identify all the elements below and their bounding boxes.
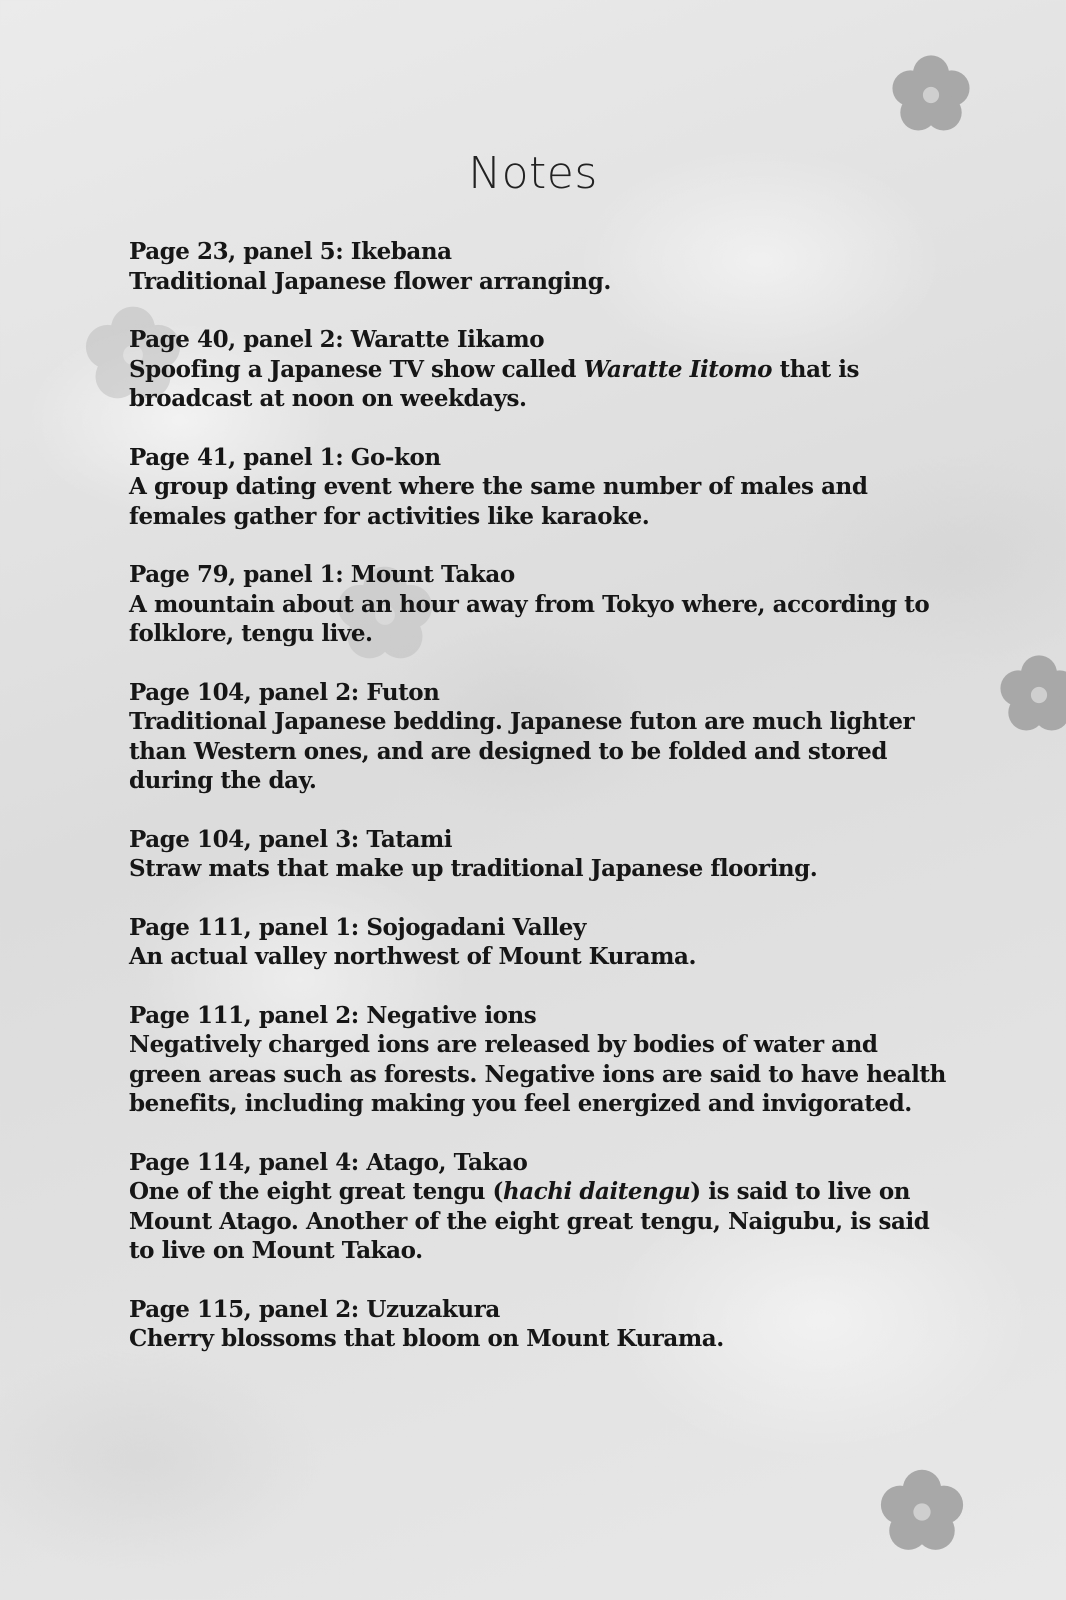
note-item xyxy=(129,560,949,649)
note-text: Traditional Japanese bedding. Japanese futon are much lighter than Western ones, and are designed to be folded and stored during the day. xyxy=(129,708,915,794)
petal-shape xyxy=(889,1511,927,1549)
note-body xyxy=(129,854,949,884)
note-heading: Page 104, panel 2: Futon xyxy=(129,678,440,706)
note-text: One of the eight great tengu ( xyxy=(129,1178,503,1205)
note-item xyxy=(129,1001,949,1119)
petal-shape xyxy=(934,70,970,106)
petal-shape xyxy=(1034,694,1066,730)
petal-shape xyxy=(900,94,936,130)
page-title: Notes xyxy=(468,148,598,199)
note-text: A mountain about an hour away from Tokyo where, according to folklore, tengu live. xyxy=(129,590,930,647)
note-text: ) is said to live on Mount Atago. Another of the eight great tengu, Naigubu, is said to live on Mount Takao. xyxy=(129,1178,930,1264)
note-heading: Page 41, panel 1: Go-kon xyxy=(129,443,441,471)
blossom-center-shape xyxy=(923,87,939,103)
note-text: An actual valley northwest of Mount Kurama. xyxy=(129,943,697,970)
note-text: A group dating event where the same number of males and females gather for activities like karaoke. xyxy=(129,473,868,530)
blossom-center-shape xyxy=(1031,687,1047,703)
note-heading: Page 111, panel 2: Negative ions xyxy=(129,1001,537,1029)
note-item xyxy=(129,1148,949,1266)
note-item xyxy=(129,443,949,532)
note-body xyxy=(129,267,949,297)
note-italic-title: hachi daitengu xyxy=(502,1178,691,1205)
note-body xyxy=(129,355,949,414)
note-item xyxy=(129,825,949,884)
petal-shape xyxy=(86,325,130,369)
plum-blossom-icon xyxy=(874,1464,970,1560)
note-body xyxy=(129,472,949,531)
note-heading: Page 79, panel 1: Mount Takao xyxy=(129,561,515,588)
note-item xyxy=(129,237,949,296)
petal-shape xyxy=(881,1486,919,1524)
note-item xyxy=(129,913,949,972)
note-heading: Page 114, panel 4: Atago, Takao xyxy=(129,1148,528,1176)
plum-blossom-icon xyxy=(886,50,976,140)
note-item xyxy=(129,325,949,414)
note-item xyxy=(129,1295,949,1354)
petal-shape xyxy=(1021,655,1057,691)
note-heading: Page 115, panel 2: Uzuzakura xyxy=(129,1295,500,1323)
note-body xyxy=(129,1324,949,1354)
note-item xyxy=(129,678,949,796)
note-heading: Page 23, panel 5: Ikebana xyxy=(129,238,452,265)
note-italic-title: Waratte Iitomo xyxy=(583,355,773,383)
notes-list xyxy=(129,237,949,1383)
blossom-center-shape xyxy=(913,1503,930,1520)
note-heading: Page 40, panel 2: Waratte Iikamo xyxy=(129,326,545,353)
note-text: Traditional Japanese flower arranging. xyxy=(129,267,611,295)
petal-shape xyxy=(926,94,962,130)
petal-shape xyxy=(916,1511,954,1549)
note-body xyxy=(129,942,949,972)
note-text: Cherry blossoms that bloom on Mount Kurama. xyxy=(129,1325,724,1352)
petal-shape xyxy=(1008,694,1044,730)
petal-shape xyxy=(1000,670,1036,706)
petal-shape xyxy=(1042,670,1066,706)
note-text: that is broadcast at noon on weekdays. xyxy=(129,355,860,412)
note-text: Spoofing a Japanese TV show called xyxy=(129,355,584,383)
plum-blossom-icon xyxy=(994,650,1066,740)
note-body xyxy=(129,590,949,649)
petal-shape xyxy=(892,70,928,106)
note-body xyxy=(129,707,949,796)
note-text: Straw mats that make up traditional Japanese flooring. xyxy=(129,855,818,882)
petal-shape xyxy=(925,1486,963,1524)
note-heading: Page 111, panel 1: Sojogadani Valley xyxy=(129,913,586,941)
note-text: Negatively charged ions are released by bodies of water and green areas such as forests. Negative ions are said to have health benefits, including making you feel energized and invigorated. xyxy=(129,1031,946,1117)
petal-shape xyxy=(913,55,949,91)
note-heading: Page 104, panel 3: Tatami xyxy=(129,825,453,853)
note-body xyxy=(129,1177,949,1266)
note-body xyxy=(129,1030,949,1119)
petal-shape xyxy=(903,1470,941,1508)
